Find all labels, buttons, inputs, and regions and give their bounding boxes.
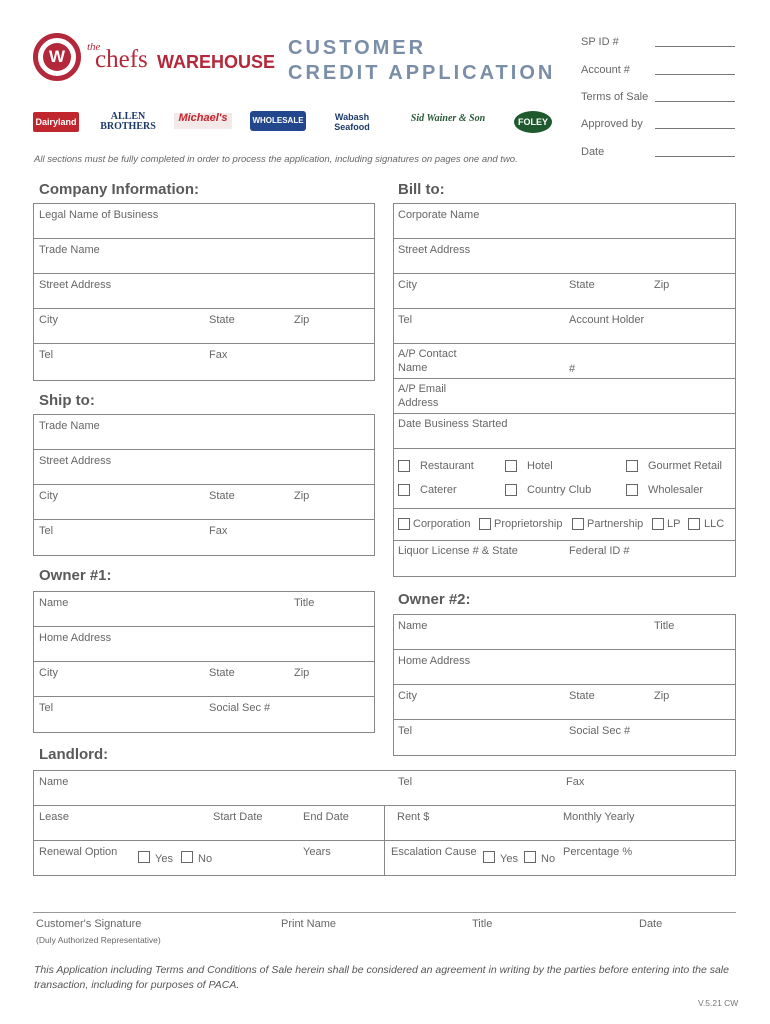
years-field[interactable]: Years — [303, 846, 331, 858]
divider — [33, 626, 375, 627]
print-name-label: Print Name — [281, 918, 337, 930]
ship-trade-name-field[interactable]: Trade Name — [39, 420, 100, 432]
corporation-label: Corporation — [413, 518, 471, 530]
hotel-checkbox[interactable] — [505, 460, 517, 472]
partnership-checkbox[interactable] — [572, 518, 584, 530]
company-section-title: Company Information: — [39, 181, 199, 198]
ship-street-field[interactable]: Street Address — [39, 455, 112, 467]
company-street-field[interactable]: Street Address — [39, 279, 112, 291]
account-holder-field[interactable]: Account Holder — [569, 314, 645, 326]
brand-logo — [33, 33, 276, 89]
divider — [393, 238, 736, 239]
ship-section-title: Ship to: — [39, 392, 95, 409]
divider — [393, 540, 736, 541]
wholesale-meats-logo: WHOLESALE MEATS — [250, 111, 306, 131]
llc-checkbox[interactable] — [688, 518, 700, 530]
sp-id-field[interactable] — [655, 46, 735, 47]
divider — [393, 684, 736, 685]
bill-state-field[interactable]: State — [569, 279, 595, 291]
escalation-no-checkbox[interactable] — [524, 851, 536, 863]
renewal-no-label: No — [198, 853, 213, 865]
ship-tel-field[interactable]: Tel — [39, 525, 54, 537]
date-label: Date — [581, 146, 605, 158]
landlord-section-title: Landlord: — [39, 746, 109, 763]
bill-street-field[interactable]: Street Address — [398, 244, 471, 256]
owner1-tel-field[interactable]: Tel — [39, 702, 54, 714]
monthly-yearly-label[interactable]: Monthly Yearly — [563, 811, 635, 823]
ship-city-field[interactable]: City — [39, 490, 58, 502]
divider — [384, 805, 385, 876]
sp-id-label: SP ID # — [581, 36, 619, 48]
divider — [33, 484, 375, 485]
country-club-checkbox[interactable] — [505, 484, 517, 496]
owner2-section-title: Owner #2: — [398, 591, 471, 608]
hotel-label: Hotel — [527, 460, 553, 472]
dairyland-logo: Dairyland — [33, 112, 79, 132]
ap-email-address-label[interactable]: Address — [398, 397, 439, 409]
divider — [393, 508, 736, 509]
signature-title-label: Title — [472, 918, 493, 930]
owner2-zip-field[interactable]: Zip — [654, 690, 670, 702]
federal-id-field[interactable]: Federal ID # — [569, 545, 630, 557]
divider — [33, 238, 375, 239]
brand-w-mark: W — [43, 43, 71, 71]
foley-logo: FOLEY — [514, 111, 552, 133]
company-city-field[interactable]: City — [39, 314, 58, 326]
owner1-zip-field[interactable]: Zip — [294, 667, 310, 679]
company-state-field[interactable]: State — [209, 314, 235, 326]
owner1-city-field[interactable]: City — [39, 667, 58, 679]
proprietorship-checkbox[interactable] — [479, 518, 491, 530]
account-field[interactable] — [655, 74, 735, 75]
sid-wainer-logo: Sid Wainer & Son — [410, 113, 486, 124]
divider — [393, 719, 736, 720]
landlord-name-field[interactable]: Name — [39, 776, 69, 788]
company-fax-field[interactable]: Fax — [209, 349, 228, 361]
owner1-box — [33, 591, 375, 733]
divider — [393, 649, 736, 650]
divider — [33, 273, 375, 274]
ap-email-label[interactable]: A/P Email — [398, 383, 447, 395]
end-date-field[interactable]: End Date — [303, 811, 349, 823]
company-tel-field[interactable]: Tel — [39, 349, 54, 361]
liquor-license-field[interactable]: Liquor License # & State — [398, 545, 518, 557]
divider — [393, 413, 736, 414]
escalation-cause-label: Escalation Cause — [391, 846, 477, 858]
allen-brothers-logo: ALLEN BROTHERS — [100, 111, 156, 132]
authorized-rep-label: (Duly Authorized Representative) — [36, 935, 161, 945]
divider — [33, 343, 375, 344]
landlord-tel-field[interactable]: Tel — [398, 776, 413, 788]
divider — [33, 308, 375, 309]
date-business-started-field[interactable]: Date Business Started — [398, 418, 508, 430]
company-box — [33, 203, 375, 381]
restaurant-label: Restaurant — [420, 460, 474, 472]
approved-field[interactable] — [655, 128, 735, 129]
renewal-no-checkbox[interactable] — [181, 851, 193, 863]
owner2-ssn-field[interactable]: Social Sec # — [569, 725, 631, 737]
owner2-name-field[interactable]: Name — [398, 620, 428, 632]
divider — [33, 661, 375, 662]
divider — [393, 273, 736, 274]
percentage-field[interactable]: Percentage % — [563, 846, 633, 858]
ship-box — [33, 414, 375, 556]
divider — [393, 448, 736, 449]
form-title-line1: CUSTOMER — [288, 37, 427, 59]
renewal-option-label: Renewal Option — [39, 846, 118, 858]
company-zip-field[interactable]: Zip — [294, 314, 310, 326]
brand-the: the — [87, 41, 101, 53]
bill-city-field[interactable]: City — [398, 279, 417, 291]
owner1-section-title: Owner #1: — [39, 567, 112, 584]
renewal-yes-checkbox[interactable] — [138, 851, 150, 863]
llc-label: LLC — [704, 518, 725, 530]
escalation-no-label: No — [541, 853, 556, 865]
gourmet-retail-checkbox[interactable] — [626, 460, 638, 472]
corporate-name-field[interactable]: Corporate Name — [398, 209, 480, 221]
bill-zip-field[interactable]: Zip — [654, 279, 670, 291]
ap-contact-label[interactable]: A/P Contact — [398, 348, 457, 360]
terms-field[interactable] — [655, 101, 735, 102]
wholesaler-checkbox[interactable] — [626, 484, 638, 496]
legal-name-field[interactable]: Legal Name of Business — [39, 209, 159, 221]
customer-signature-label: Customer's Signature — [36, 918, 142, 930]
owner1-ssn-field[interactable]: Social Sec # — [209, 702, 271, 714]
signature-date-label: Date — [639, 918, 663, 930]
divider — [33, 449, 375, 450]
owner2-title-field[interactable]: Title — [654, 620, 675, 632]
wabash-seafood-logo: Wabash Seafood — [334, 112, 370, 132]
form-title-line2: CREDIT APPLICATION — [288, 62, 556, 84]
brand-chefs: chefs — [95, 46, 148, 73]
lp-checkbox[interactable] — [652, 518, 664, 530]
owner1-state-field[interactable]: State — [209, 667, 235, 679]
ap-phone-field[interactable]: # — [569, 363, 576, 375]
terms-label: Terms of Sale — [581, 91, 649, 103]
divider — [393, 343, 736, 344]
country-club-label: Country Club — [527, 484, 592, 496]
bill-section-title: Bill to: — [398, 181, 445, 198]
michaels-logo: Michael's — [174, 113, 232, 129]
corporation-checkbox[interactable] — [398, 518, 410, 530]
owner1-title-field[interactable]: Title — [294, 597, 315, 609]
brand-warehouse: WAREHOUSE — [157, 52, 276, 72]
version-label: V.5.21 CW — [698, 998, 739, 1008]
landlord-fax-field[interactable]: Fax — [566, 776, 585, 788]
escalation-yes-checkbox[interactable] — [483, 851, 495, 863]
divider — [393, 378, 736, 379]
renewal-yes-label: Yes — [155, 853, 173, 865]
caterer-checkbox[interactable] — [398, 484, 410, 496]
ap-contact-name-label[interactable]: Name — [398, 362, 428, 374]
gourmet-retail-label: Gourmet Retail — [648, 460, 722, 472]
signature-line[interactable] — [33, 912, 736, 913]
lease-field[interactable]: Lease — [39, 811, 69, 823]
ship-state-field[interactable]: State — [209, 490, 235, 502]
instructions: All sections must be fully completed in order to process the application, including signatures on pages one and two. — [34, 154, 518, 165]
ship-fax-field[interactable]: Fax — [209, 525, 228, 537]
approved-label: Approved by — [581, 118, 643, 130]
caterer-label: Caterer — [420, 484, 457, 496]
terms-statement: This Application including Terms and Conditions of Sale herein shall be considered an agreement in writing by the parties before entering into the sale transaction, including for purposes of PACA. — [34, 964, 729, 991]
restaurant-checkbox[interactable] — [398, 460, 410, 472]
partnership-label: Partnership — [587, 518, 644, 530]
proprietorship-label: Proprietorship — [494, 518, 563, 530]
date-field[interactable] — [655, 156, 735, 157]
bill-tel-field[interactable]: Tel — [398, 314, 413, 326]
owner2-home-field[interactable]: Home Address — [398, 655, 471, 667]
owner1-name-field[interactable]: Name — [39, 597, 69, 609]
account-label: Account # — [581, 64, 630, 76]
escalation-yes-label: Yes — [500, 853, 518, 865]
divider — [33, 519, 375, 520]
ship-zip-field[interactable]: Zip — [294, 490, 310, 502]
rent-field[interactable]: Rent $ — [397, 811, 430, 823]
company-trade-name-field[interactable]: Trade Name — [39, 244, 100, 256]
divider — [393, 308, 736, 309]
owner2-state-field[interactable]: State — [569, 690, 595, 702]
divider — [33, 696, 375, 697]
start-date-field[interactable]: Start Date — [213, 811, 263, 823]
wholesaler-label: Wholesaler — [648, 484, 704, 496]
lp-label: LP — [667, 518, 681, 530]
owner2-tel-field[interactable]: Tel — [398, 725, 413, 737]
owner2-city-field[interactable]: City — [398, 690, 417, 702]
owner2-box — [393, 614, 736, 756]
owner1-home-field[interactable]: Home Address — [39, 632, 112, 644]
